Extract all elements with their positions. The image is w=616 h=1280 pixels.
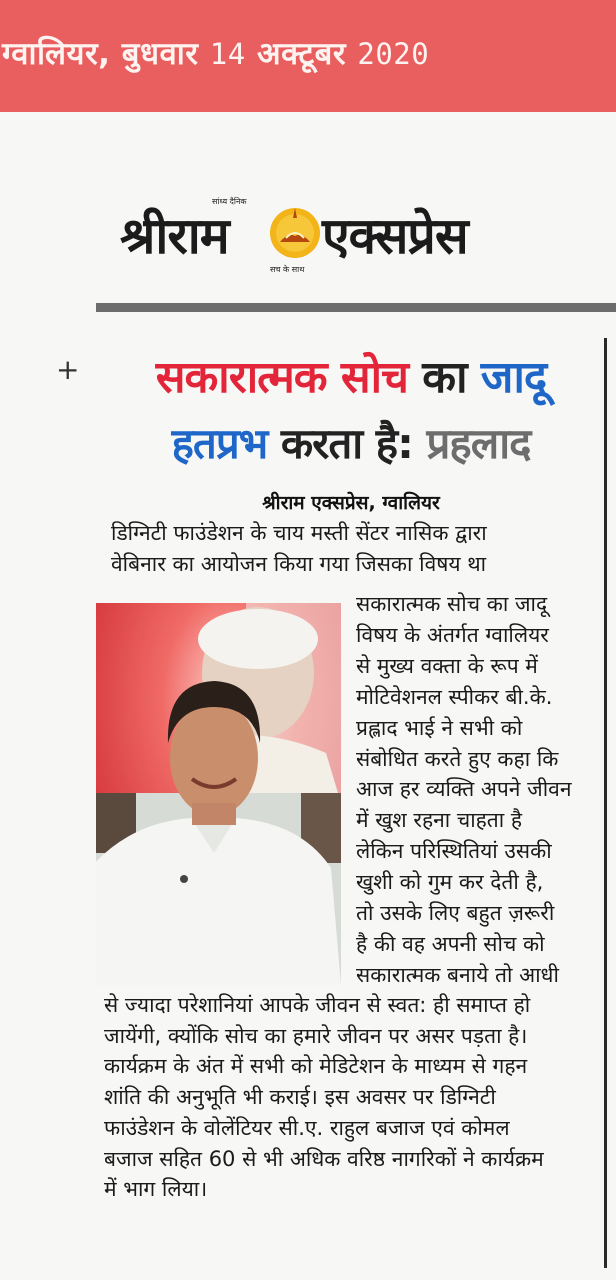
article-side-line: में खुश रहना चाहता है (356, 808, 523, 833)
article-bottom-line: बजाज सहित 60 से भी अधिक वरिष्ठ नागरिकों ने कार्यक्रम (104, 1146, 544, 1171)
article-bottom-line: शांति की अनुभूति भी कराई। इस अवसर पर डिग्निटी (104, 1085, 496, 1110)
date-header-bar (0, 0, 616, 112)
column-divider (604, 338, 607, 1268)
article-bottom-line: कार्यक्रम के अंत में सभी को मेडिटेशन के माध्यम से गहन (104, 1054, 528, 1079)
article-side-line: विषय के अंतर्गत ग्वालियर (356, 622, 549, 647)
date-header-text (2, 32, 429, 74)
plus-icon: + (56, 353, 80, 386)
headline-prahlad: प्रहलाद (426, 419, 531, 468)
article-intro (111, 518, 487, 579)
date-header-day: 14 (209, 37, 246, 71)
masthead-left-word: श्रीराम (120, 206, 229, 265)
headline-karta-hai: करता है: (267, 419, 427, 468)
headline-ka: का (407, 352, 481, 403)
headline-magic: जादू (480, 352, 547, 403)
masthead-right-word: एक्सप्रेस (322, 206, 468, 265)
headline-line-1 (96, 345, 606, 405)
article-byline: श्रीराम एक्सप्रेस, ग्वालियर (262, 492, 440, 514)
article-intro-line: डिग्निटी फाउंडेशन के चाय मस्ती सेंटर नासिक द्वारा (111, 521, 487, 545)
article-bottom-paragraph (104, 990, 544, 1205)
article-side-line: मोटिवेशनल स्पीकर बी.के. (356, 684, 553, 709)
article-side-column (356, 589, 572, 991)
headline-positive-thinking: सकारात्मक सोच (155, 352, 408, 403)
article-side-line: खुशी को गुम कर देती है, (356, 870, 544, 895)
article-side-line: है की वह अपनी सोच को (356, 931, 545, 956)
article-side-line: सकारात्मक बनाये तो आधी (356, 962, 559, 987)
sun-emblem-icon (266, 202, 324, 260)
article-bottom-line: जायेंगी, क्योंकि सोच का हमारे जीवन पर असर पड़ता है। (104, 1023, 528, 1048)
masthead-tagline-bottom: सच के साथ (270, 265, 305, 274)
article-intro-line: वेबिनार का आयोजन किया गया जिसका विषय था (111, 551, 487, 576)
speaker-photo (96, 603, 341, 985)
article-bottom-line: से ज्यादा परेशानियां आपके जीवन से स्वत: ही समाप्त हो (104, 993, 531, 1017)
headline-line-2 (96, 414, 606, 471)
date-header-prefix: ग्वालियर, बुधवार (2, 36, 210, 72)
newspaper-masthead (120, 196, 550, 272)
masthead-tagline-top: सांध्य दैनिक (212, 197, 247, 206)
article-bottom-line: में भाग लिया। (104, 1177, 208, 1202)
article-side-line: सकारात्मक सोच का जादू (356, 592, 548, 616)
article-side-line: प्रह्लाद भाई ने सभी को (356, 715, 523, 740)
date-header-year: 2020 (357, 37, 430, 71)
headline-astonish: हतप्रभ (171, 419, 268, 468)
article-side-line: आज हर व्यक्ति अपने जीवन (356, 777, 572, 802)
article-side-line: संबोधित करते हुए कहा कि (356, 746, 559, 771)
article-side-line: से मुख्य वक्ता के रूप में (356, 653, 538, 678)
article-side-line: तो उसके लिए बहुत ज़रूरी (356, 901, 555, 926)
date-header-month: अक्टूबर (245, 36, 358, 72)
article-side-line: लेकिन परिस्थितियां उसकी (356, 839, 552, 864)
article-bottom-line: फाउंडेशन के वोलेंटियर सी.ए. राहुल बजाज एवं कोमल (104, 1115, 510, 1140)
masthead-divider (96, 303, 616, 312)
